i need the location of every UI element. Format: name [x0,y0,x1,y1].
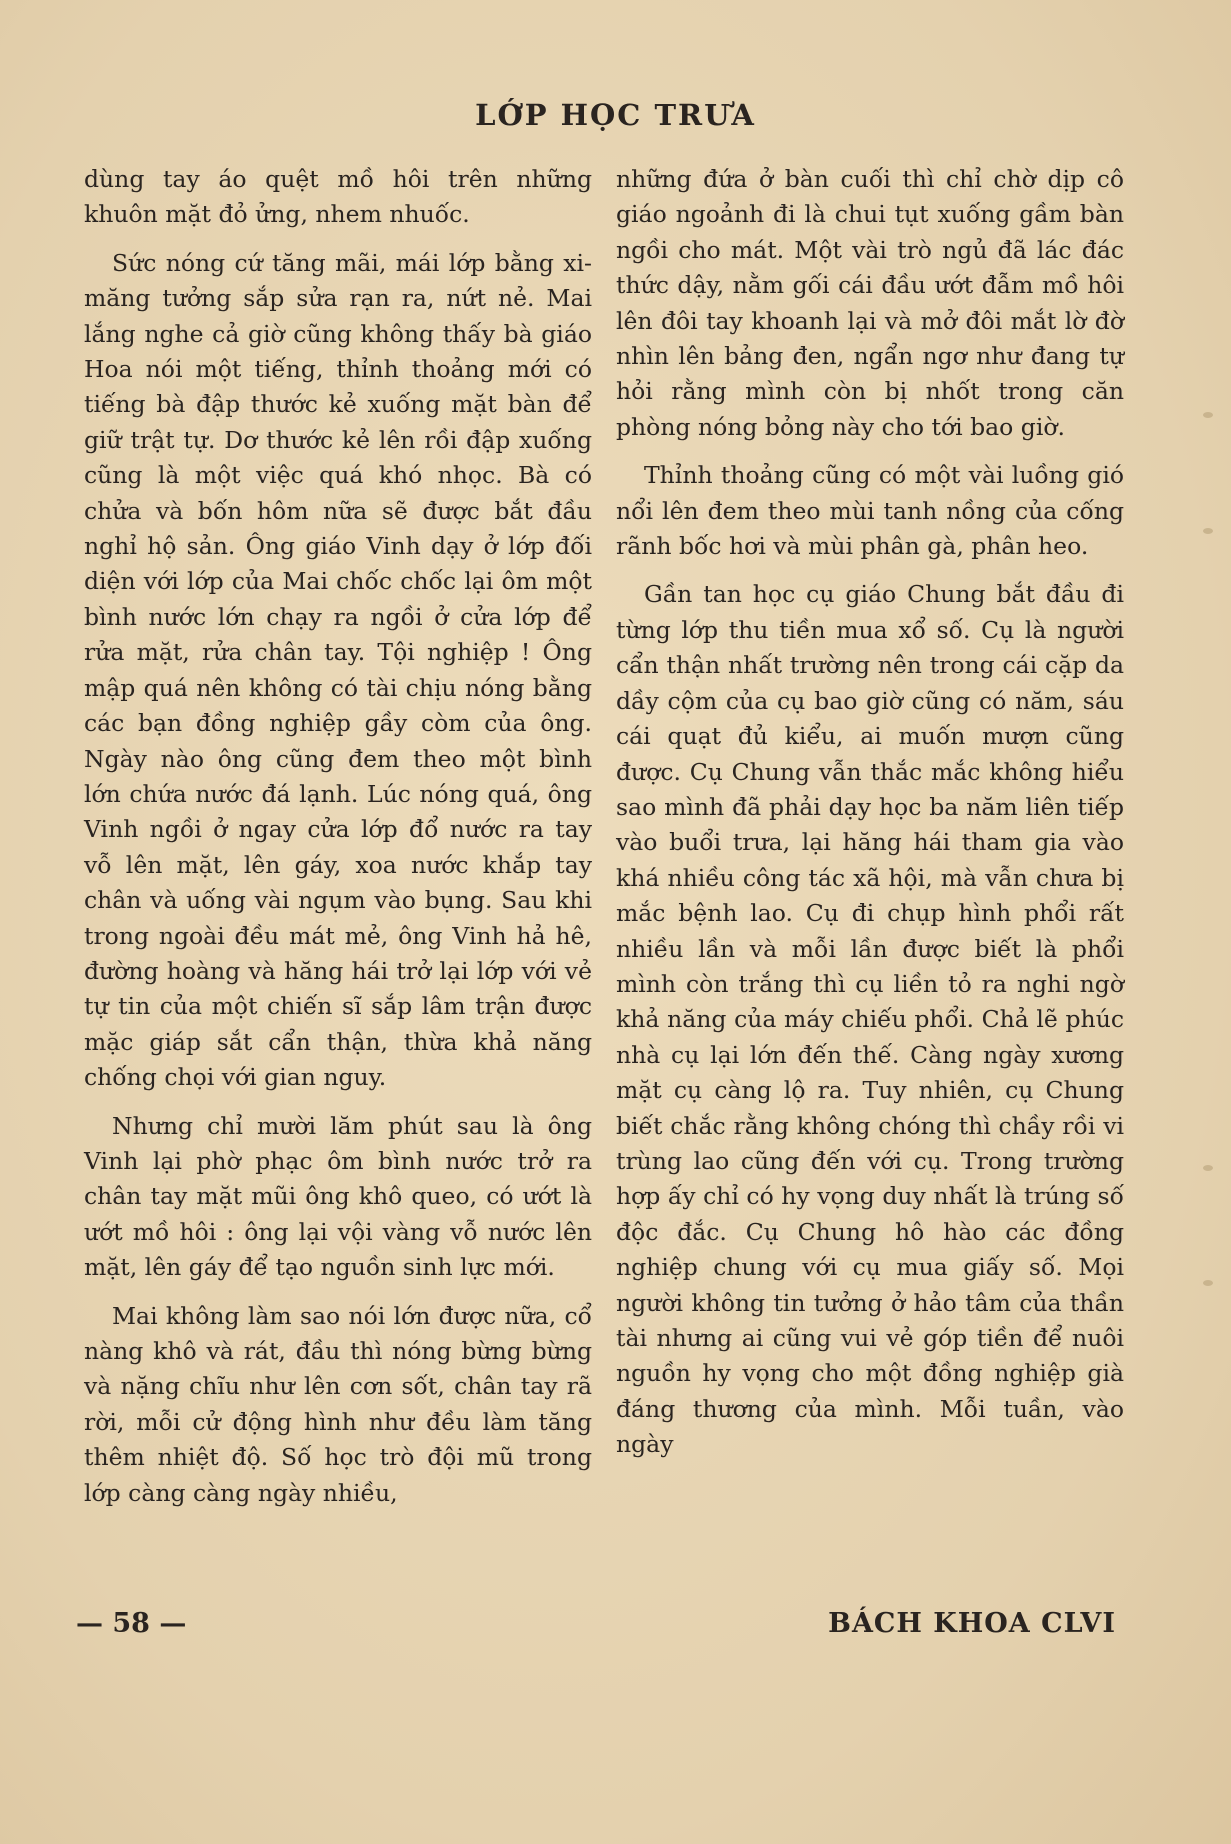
paper-spot [1203,528,1213,534]
page-number: — 58 — [76,1608,187,1639]
paper-spot [1203,1165,1213,1171]
paragraph: Mai không làm sao nói lớn được nữa, cổ nàng khô và rát, đầu thì nóng bừng bừng và nặng chĩu như lên cơn sốt, chân tay rã rời, mỗi cử động hình như đều làm tăng thêm nhiệt độ. Số học trò đội mũ trong lớp càng càng ngày nhiều, [84,1301,592,1507]
paragraph: Gần tan học cụ giáo Chung bắt đầu đi từng lớp thu tiền mua xổ số. Cụ là người cẩn thận nhất trường nên trong cái cặp da dầy cộm của cụ bao giờ cũng có năm, sáu cái quạt đủ kiểu, ai muốn mượn cũng được. Cụ Chung vẫn thắc mắc không hiểu sao mình đã phải dạy học ba năm liên tiếp vào buổi trưa, lại hăng hái tham gia vào khá nhiều công tác xã hội, mà vẫn chưa bị mắc bệnh lao. Cụ đi chụp hình phổi rất nhiều lần và mỗi lần được biết là phổi mình còn trắng thì cụ liền tỏ ra nghi ngờ khả năng của máy chiếu phổi. Chả lẽ phúc nhà cụ lại lớn đến thế. Càng ngày xương mặt cụ càng lộ ra. Tuy nhiên, cụ Chung biết chắc rằng không chóng thì chầy rồi vi trùng lao cũng đến với cụ. Trong trường hợp ấy chỉ có hy vọng duy nhất là trúng số độc đắc. Cụ Chung hô hào các đồng nghiệp chung với cụ mua giấy số. Mọi người không tin tưởng ở hảo tâm của thần tài nhưng ai cũng vui vẻ góp tiền để nuôi nguồn hy vọng cho một đồng nghiệp già đáng thương của mình. Mỗi tuần, vào ngày [616,580,1124,1459]
publication-title: BÁCH KHOA CLVI [828,1608,1116,1639]
left-column [84,162,592,1524]
right-column [616,162,1124,1476]
paragraph: Sức nóng cứ tăng mãi, mái lớp bằng xi-măng tưởng sắp sửa rạn ra, nứt nẻ. Mai lắng nghe cả giờ cũng không thấy bà giáo Hoa nói một tiếng, thỉnh thoảng mới có tiếng bà đập thước kẻ xuống mặt bàn để giữ trật tự. Dơ thước kẻ lên rồi đập xuống cũng là một việc quá khó nhọc. Bà có chửa và bốn hôm nữa sẽ được bắt đầu nghỉ hộ sản. Ông giáo Vinh dạy ở lớp đối diện với lớp của Mai chốc chốc lại ôm một bình nước lớn chạy ra ngồi ở cửa lớp để rửa mặt, rửa chân tay. Tội nghiệp ! Ông mập quá nên không có tài chịu nóng bằng các bạn đồng nghiệp gầy còm của ông. Ngày nào ông cũng đem theo một bình lớn chứa nước đá lạnh. Lúc nóng quá, ông Vinh ngồi ở ngay cửa lớp đổ nước ra tay vỗ lên mặt, lên gáy, xoa nước khắp tay chân và uống vài ngụm vào bụng. Sau khi trong ngoài đều mát mẻ, ông Vinh hả hê, đường hoàng và hăng hái trở lại lớp với vẻ tự tin của một chiến sĩ sắp lâm trận được mặc giáp sắt cẩn thận, thừa khả năng chống chọi với gian nguy. [84,248,592,1092]
paragraph: Nhưng chỉ mười lăm phút sau là ông Vinh lại phờ phạc ôm bình nước trở ra chân tay mặt mũi ông khô queo, có ướt là ướt mồ hôi : ông lại vội vàng vỗ nước lên mặt, lên gáy để tạo nguồn sinh lực mới. [84,1111,592,1282]
paragraph: dùng tay áo quệt mồ hôi trên những khuôn mặt đỏ ửng, nhem nhuốc. [84,165,592,229]
paper-spot [1203,1280,1213,1286]
paper-spot [1203,412,1213,418]
paragraph: Thỉnh thoảng cũng có một vài luồng gió nổi lên đem theo mùi tanh nồng của cống rãnh bốc hơi và mùi phân gà, phân heo. [616,461,1124,561]
paragraph: những đứa ở bàn cuối thì chỉ chờ dịp cô giáo ngoảnh đi là chui tụt xuống gầm bàn ngồi cho mát. Một vài trò ngủ đã lác đác thức dậy, nằm gối cái đầu ướt đẫm mồ hôi lên đôi tay khoanh lại và mở đôi mắt lờ đờ nhìn lên bảng đen, ngẩn ngơ như đang tự hỏi rằng mình còn bị nhốt trong căn phòng nóng bỏng này cho tới bao giờ. [616,165,1124,441]
running-title: LỚP HỌC TRƯA [475,98,756,132]
